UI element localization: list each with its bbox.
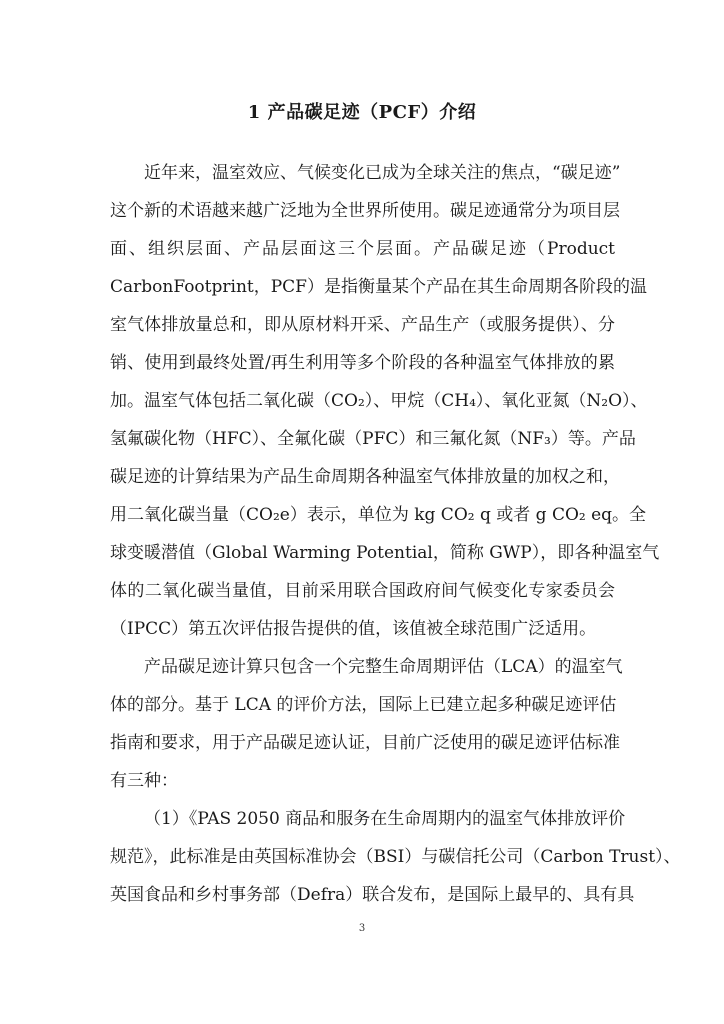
body-line: 产品碳足迹计算只包含一个完整生命周期评估（LCA）的温室气 <box>144 657 623 677</box>
body-line: 加。温室气体包括二氧化碳（CO₂）、甲烷（CH₄）、氧化亚氮（N₂O）、 <box>110 391 648 411</box>
body-line: 体的二氧化碳当量值，目前采用联合国政府间气候变化专家委员会 <box>110 581 615 601</box>
body-line: 氢氟碳化物（HFC）、全氟化碳（PFC）和三氟化氮（NF₃）等。产品 <box>110 429 636 449</box>
body-line: 用二氧化碳当量（CO₂e）表示，单位为 kg CO₂ q 或者 g CO₂ eq。全 <box>110 505 647 525</box>
body-line: 体的部分。基于 LCA 的评价方法，国际上已建立起多种碳足迹评估 <box>110 695 617 715</box>
body-line: （IPCC）第五次评估报告提供的值，该值被全球范围广泛适用。 <box>110 619 597 639</box>
body-line: 面、组织层面、产品层面这三个层面。产品碳足迹（Product <box>110 239 615 259</box>
body-line: 有三种： <box>110 771 178 791</box>
body-line: （1）《PAS 2050 商品和服务在生命周期内的温室气体排放评价 <box>144 809 626 829</box>
body-line: 碳足迹的计算结果为产品生命周期各种温室气体排放量的加权之和， <box>110 467 620 487</box>
page-number: 3 <box>358 923 366 934</box>
body-line: 近年来，温室效应、气候变化已成为全球关注的焦点，“碳足迹” <box>144 163 621 183</box>
body-line: 指南和要求，用于产品碳足迹认证，目前广泛使用的碳足迹评估标准 <box>110 733 620 753</box>
body-line: 这个新的术语越来越广泛地为全世界所使用。碳足迹通常分为项目层 <box>110 201 620 221</box>
body-line: CarbonFootprint，PCF）是指衡量某个产品在其生命周期各阶段的温 <box>110 277 647 297</box>
section-title: 1 产品碳足迹（PCF）介绍 <box>247 102 477 123</box>
body-line: 规范》，此标准是由英国标准协会（BSI）与碳信托公司（Carbon Trust）、 <box>110 847 681 867</box>
body-line: 销、使用到最终处置/再生利用等多个阶段的各种温室气体排放的累 <box>110 353 615 373</box>
body-line: 英国食品和乡村事务部（Defra）联合发布，是国际上最早的、具有具 <box>110 885 635 905</box>
body-line: 球变暖潜值（Global Warming Potential，简称 GWP），即各种温室气 <box>110 543 660 563</box>
body-line: 室气体排放量总和，即从原材料开采、产品生产（或服务提供）、分 <box>110 315 615 335</box>
